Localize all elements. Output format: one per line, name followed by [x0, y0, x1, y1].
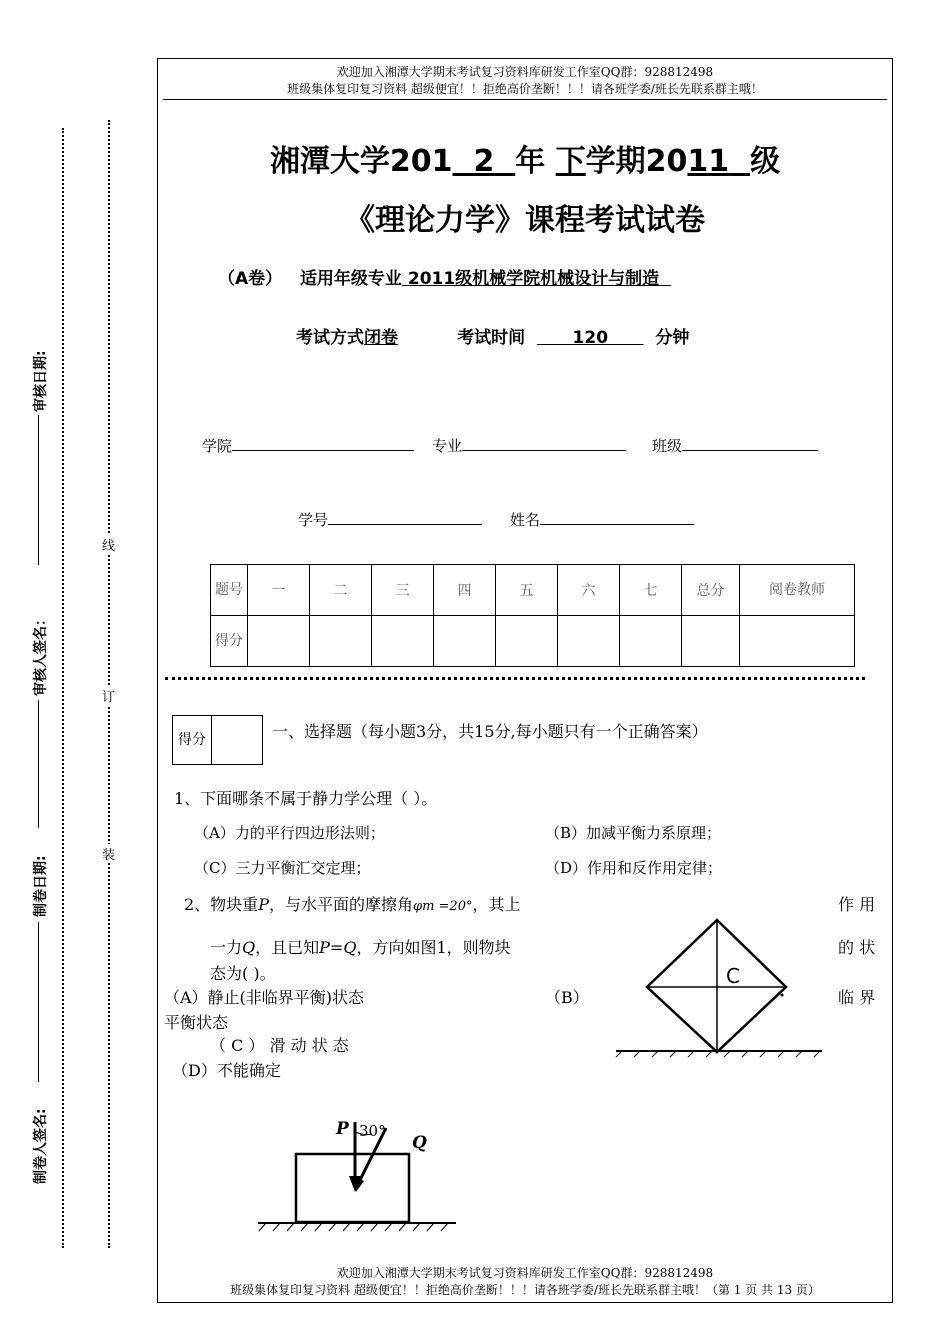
q1-option-d: （D）作用和反作用定律； — [545, 859, 723, 877]
q2-line-3: 态为( )。 — [210, 964, 276, 983]
maker-sign-label: 制卷人签名: — [33, 1108, 49, 1184]
angle-label: 30° — [359, 1122, 386, 1140]
header-cell: 阅卷教师 — [740, 565, 855, 616]
q2-right-1: 作 用 — [838, 895, 876, 914]
q1-option-b: （B）加减平衡力系原理； — [545, 824, 722, 842]
header-cell: 一 — [248, 565, 310, 616]
block-shape — [296, 1154, 409, 1222]
q2-option-b: （B） — [545, 988, 589, 1007]
header-rule — [163, 99, 887, 100]
block-figure — [256, 1110, 466, 1235]
header-line-2: 班级集体复印复习资料 超级便宜！！拒绝高价垄断！！！请各班学委/班长先联系群主哦！ — [287, 82, 763, 96]
student-id-field[interactable]: 学号 — [298, 509, 482, 530]
q1-option-a: （A）力的平行四边形法则； — [194, 824, 385, 842]
q2-stem: 2、物块重P，与水平面的摩擦角φm =20°，其上 — [184, 895, 521, 914]
header-cell: 二 — [310, 565, 372, 616]
q2-right-3: 临 界 — [838, 988, 876, 1007]
cut-line-outer — [62, 128, 64, 1248]
name-field[interactable]: 姓名 — [510, 509, 694, 530]
q2-option-c: （ C ） 滑 动 状 态 — [210, 1036, 349, 1055]
score-cell[interactable] — [372, 616, 434, 667]
block-ground-hatch — [259, 1223, 448, 1231]
header-cell: 四 — [434, 565, 496, 616]
reviewer-sign-line — [38, 700, 39, 828]
exam-mode-time: 考试方式闭卷 考试时间 120 分钟 — [296, 328, 690, 348]
header-cell: 总分 — [682, 565, 740, 616]
zhuang-char: 装 — [102, 844, 115, 863]
header-cell: 三 — [372, 565, 434, 616]
cut-line-inner — [108, 120, 110, 1248]
score-table-score-row — [211, 616, 855, 667]
force-q-label: Q — [412, 1133, 427, 1153]
header-cell: 六 — [558, 565, 620, 616]
seal-line — [165, 677, 865, 680]
section1-title: 一、选择题（每小题3分，共15分,每小题只有一个正确答案） — [272, 722, 708, 741]
section-score-cell[interactable] — [212, 716, 263, 765]
paper-info: （A卷） 适用年级专业 2011级机械学院机械设计与制造 — [218, 269, 660, 289]
score-table-header-row — [211, 565, 855, 616]
score-cell[interactable] — [558, 616, 620, 667]
q2-line-2: 一力Q，且已知P=Q，方向如图1，则物块 — [210, 938, 511, 957]
score-cell[interactable] — [682, 616, 740, 667]
score-cell[interactable] — [740, 616, 855, 667]
ding-char: 订 — [102, 686, 115, 705]
header-cell: 七 — [620, 565, 682, 616]
diamond-figure — [612, 915, 828, 1060]
q2-line-5: 平衡状态 — [164, 1013, 229, 1032]
score-cell[interactable] — [248, 616, 310, 667]
q2-option-a: （A）静止(非临界平衡)状态 — [164, 988, 365, 1007]
review-date-line — [38, 415, 39, 565]
score-cell[interactable] — [496, 616, 558, 667]
course-title: 《理论力学》课程考试试卷 — [345, 203, 705, 238]
section-score-box — [172, 715, 263, 765]
header-cell: 题号 — [211, 565, 248, 616]
header-line-1: 欢迎加入湘潭大学期末考试复习资料库研发工作室QQ群：928812498 — [336, 65, 714, 79]
section-score-label: 得分 — [173, 716, 212, 765]
reviewer-sign-label: 审核人签名： — [33, 612, 49, 696]
q2-right-2: 的 状 — [838, 938, 876, 957]
score-row-label: 得分 — [211, 616, 248, 667]
college-field[interactable]: 学院 — [202, 435, 414, 456]
make-date-line — [38, 922, 39, 1082]
diamond-point — [781, 994, 784, 997]
q1-option-c: （C）三力平衡汇交定理； — [194, 859, 371, 877]
score-cell[interactable] — [434, 616, 496, 667]
footer-line-2: 班级集体复印复习资料 超级便宜！！拒绝高价垄断！！！请各班学委/班长先联系群主哦！（第 1 页 共 13 页） — [230, 1283, 820, 1297]
exam-title-line-1: 湘潭大学201 2 年 下学期2011 级 — [269, 144, 781, 179]
score-table — [210, 564, 855, 667]
q2-option-d: （D）不能确定 — [172, 1061, 281, 1080]
line-char: 线 — [102, 535, 115, 554]
major-field[interactable]: 专业 — [432, 435, 626, 456]
header-cell: 五 — [496, 565, 558, 616]
score-cell[interactable] — [620, 616, 682, 667]
footer-line-1: 欢迎加入湘潭大学期末考试复习资料库研发工作室QQ群：928812498 — [336, 1266, 714, 1280]
review-date-label: 审核日期: — [33, 350, 49, 412]
score-cell[interactable] — [310, 616, 372, 667]
force-p-label: P — [336, 1119, 349, 1139]
class-field[interactable]: 班级 — [652, 435, 818, 456]
make-date-label: 制卷日期: — [33, 855, 49, 917]
q1-stem: 1、下面哪条不属于静力学公理（ ）。 — [174, 789, 438, 808]
diamond-label-c: C — [726, 964, 740, 988]
